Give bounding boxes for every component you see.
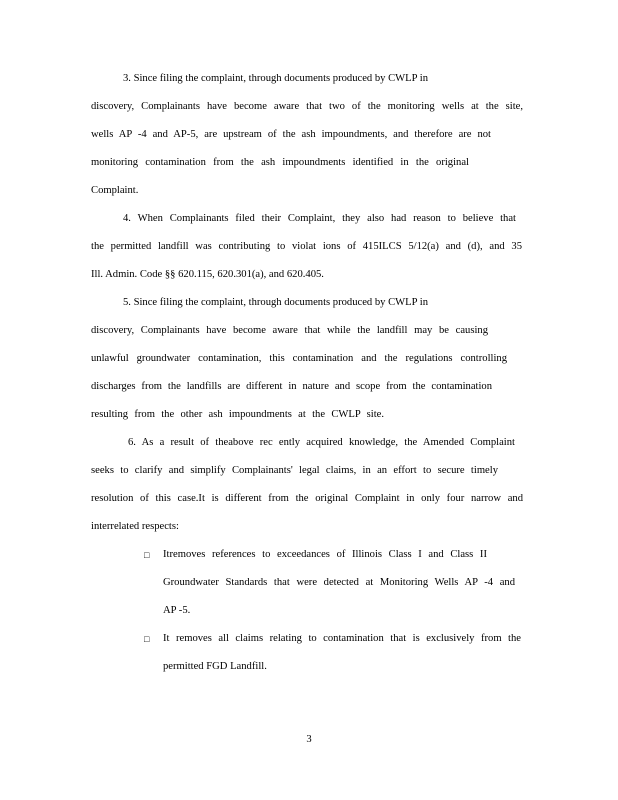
para-5-line-5: resulting from the other ash impoundments at the CWLP site. — [91, 409, 384, 420]
para-3-line-1: 3. Since filing the complaint, through documents produced by CWLP in — [123, 73, 429, 84]
para-3-line-2: discovery, Complainants have become aware that two of the monitoring wells at the site, — [91, 101, 523, 112]
bullet-1-line-2: Groundwater Standards that were detected at Monitoring Wells AP -4 and — [163, 577, 515, 588]
bullet-2-line-2: permitted FGD Landfill. — [163, 661, 267, 672]
para-5-line-3: unlawful groundwater contamination, this contamination and the regulations controlling — [91, 353, 507, 364]
para-3-line-3: wells AP -4 and AP-5, are upstream of the ash impoundments, and therefore are not — [91, 129, 491, 140]
bullet-box-icon: □ — [144, 634, 150, 644]
para-3-line-5: Complaint. — [91, 185, 139, 196]
para-6-line-4: interrelated respects: — [91, 521, 179, 532]
bullet-1-line-1: Itremoves references to exceedances of Illinois Class I and Class II — [163, 549, 487, 560]
para-5-line-1: 5. Since filing the complaint, through documents produced by CWLP in — [123, 297, 429, 308]
para-6-line-3: resolution of this case.It is different from the original Complaint in only four narrow and — [91, 493, 523, 504]
para-6-line-1: 6. As a result of theabove rec ently acquired knowledge, the Amended Complaint — [128, 437, 515, 448]
para-6-line-2: seeks to clarify and simplify Complainants' legal claims, in an effort to secure timely — [91, 465, 498, 476]
page-number: 3 — [306, 734, 312, 745]
para-5-line-2: discovery, Complainants have become aware that while the landfill may be causing — [91, 325, 488, 336]
bullet-box-icon: □ — [144, 550, 150, 560]
para-4-line-3: Ill. Admin. Code §§ 620.115, 620.301(a), and 620.405. — [91, 269, 324, 280]
para-4-line-2: the permitted landfill was contributing to violat ions of 415ILCS 5/12(a) and (d), and 35 — [91, 241, 522, 252]
bullet-1-line-3: AP -5. — [163, 605, 191, 616]
para-3-line-4: monitoring contamination from the ash impoundments identified in the original — [91, 157, 469, 168]
bullet-2-line-1: It removes all claims relating to contamination that is exclusively from the — [163, 633, 521, 644]
para-5-line-4: discharges from the landfills are different in nature and scope from the contamination — [91, 381, 492, 392]
para-4-line-1: 4. When Complainants filed their Complaint, they also had reason to believe that — [123, 213, 516, 224]
